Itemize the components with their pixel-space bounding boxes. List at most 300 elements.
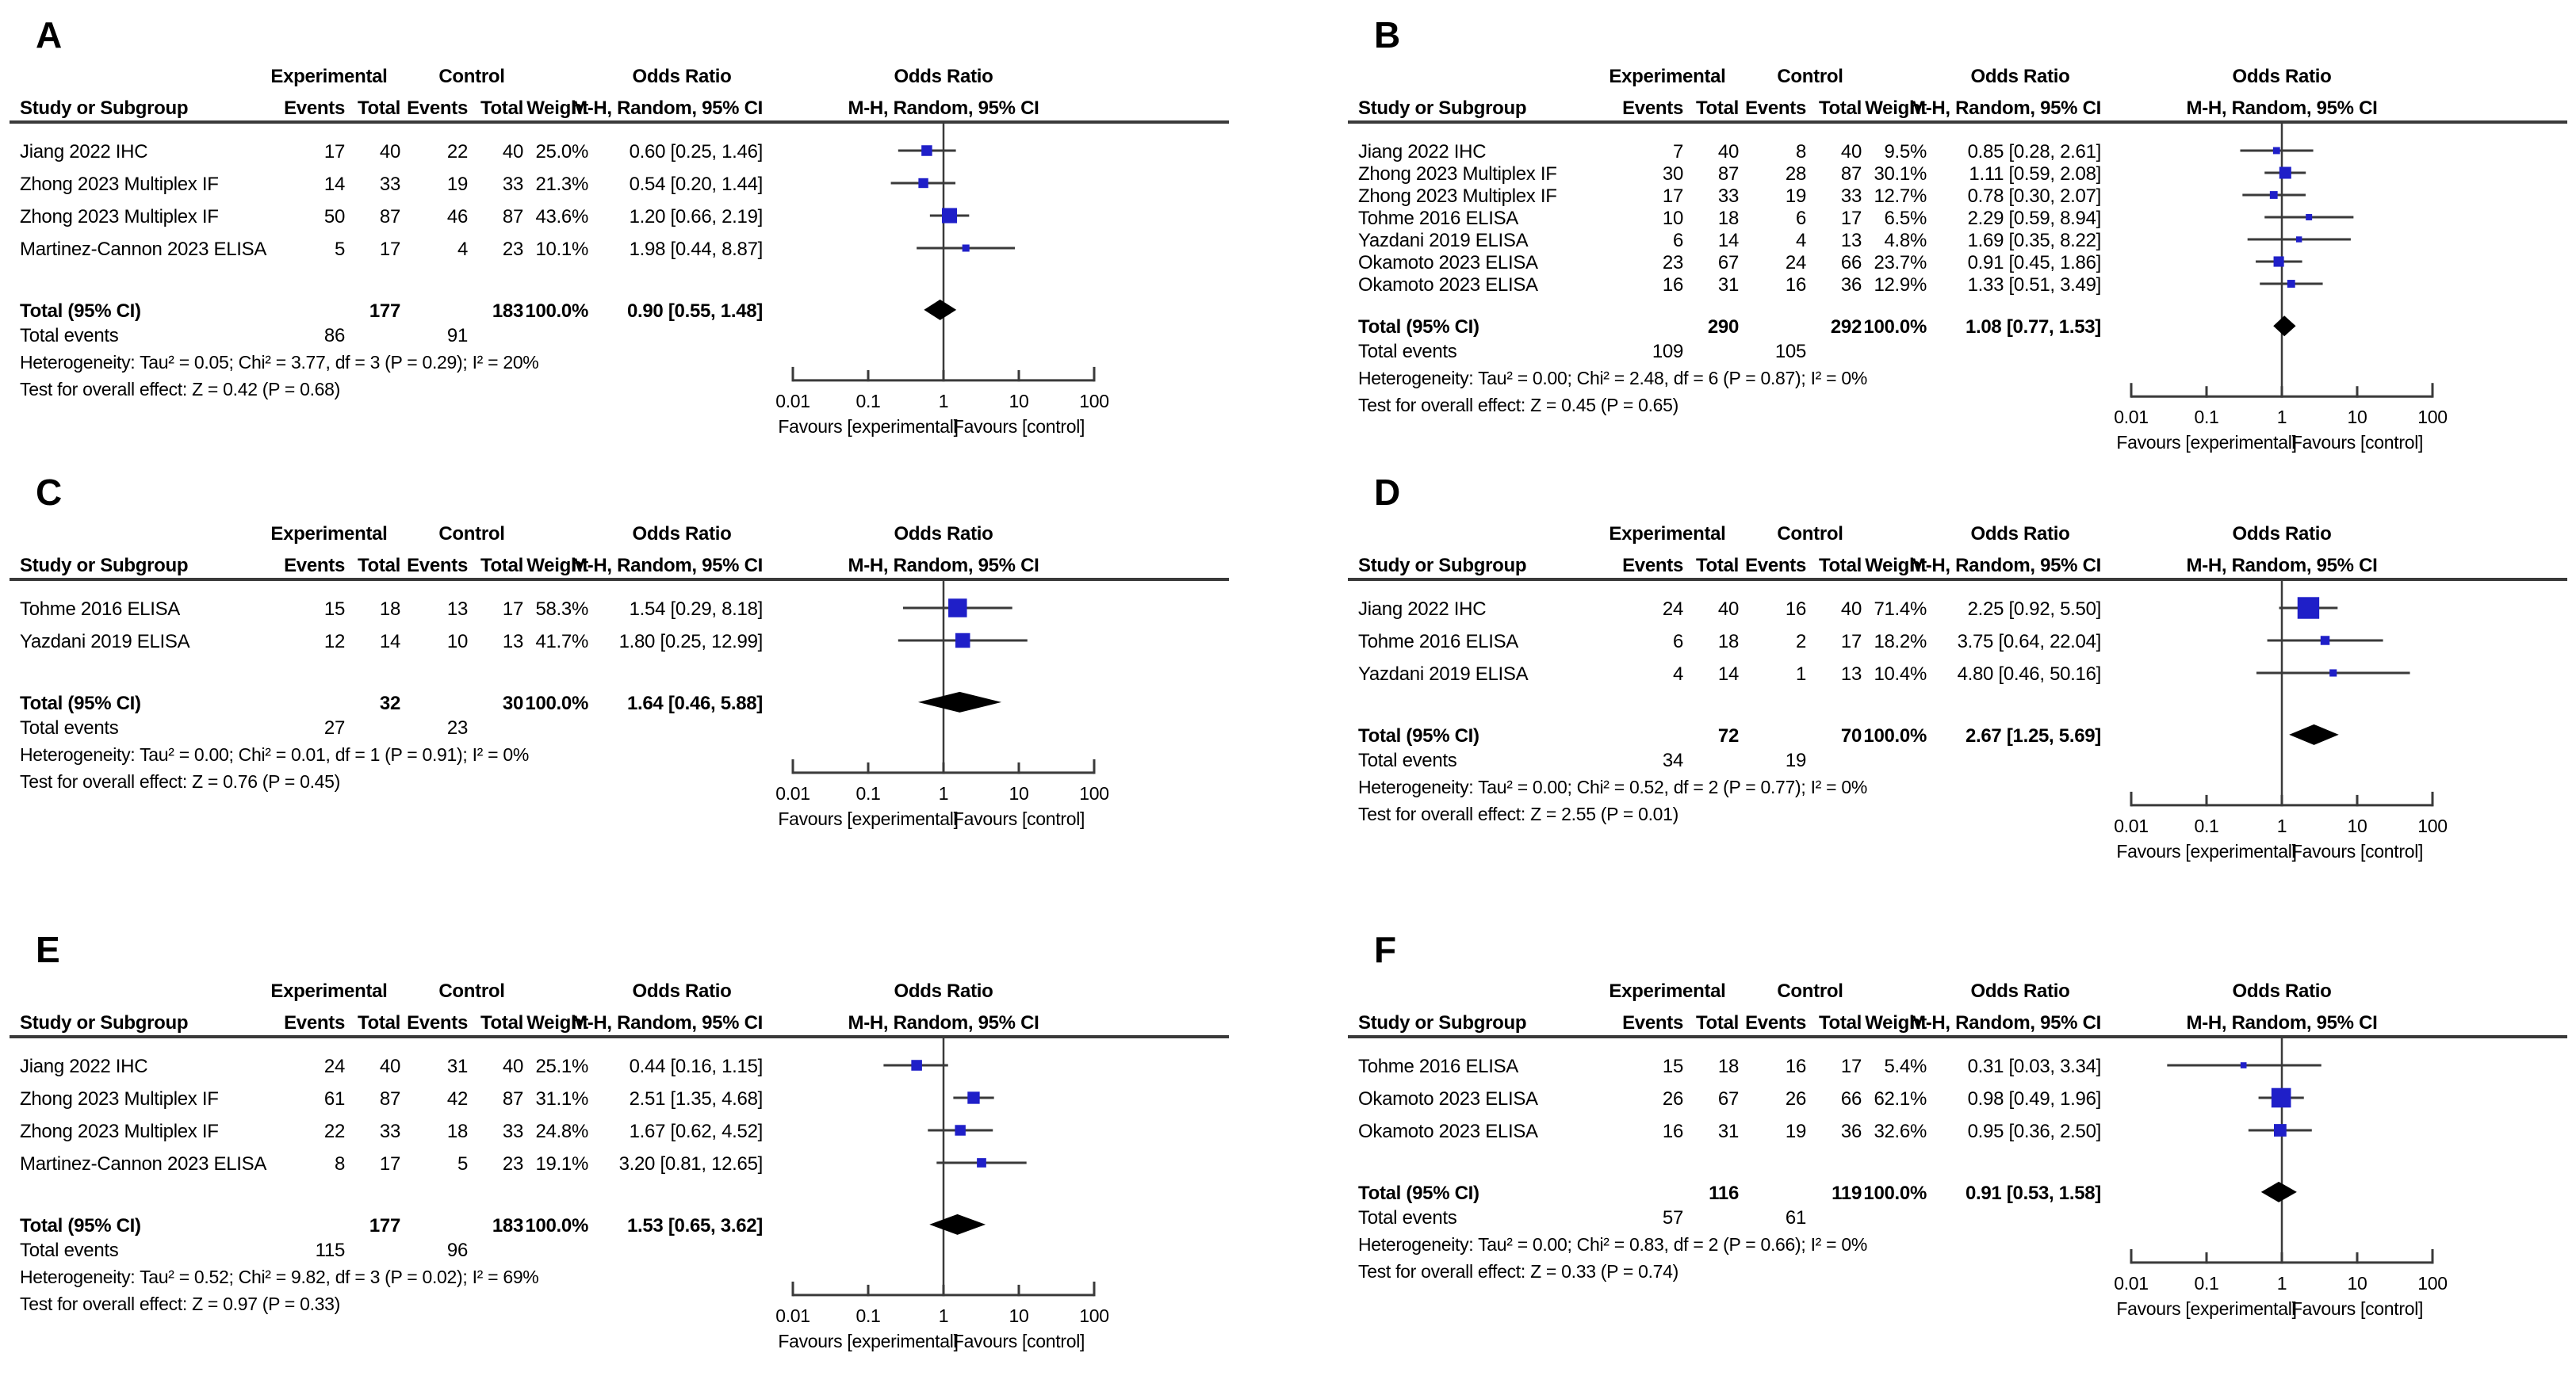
ctrl-total: 23 (502, 239, 523, 260)
ctrl-total: 36 (1840, 1121, 1862, 1142)
ci-text: 0.54 [0.20, 1.44] (629, 174, 763, 195)
panel-d (1338, 457, 2575, 915)
panel-label: A (36, 14, 62, 55)
total-events-label: Total events (20, 1239, 119, 1261)
ctrl-total: 87 (1840, 163, 1862, 185)
total-label: Total (95% CI) (1358, 1182, 1479, 1204)
col-header-exp-events: Events (1622, 555, 1683, 576)
col-header-ci: M-H, Random, 95% CI (572, 555, 763, 576)
weight: 25.0% (535, 141, 588, 162)
weight: 18.2% (1874, 631, 1927, 652)
ctrl-events: 5 (457, 1153, 468, 1175)
study-row (1358, 252, 2302, 273)
col-header-ci: M-H, Random, 95% CI (1910, 97, 2101, 119)
axis-tick-label: 1 (938, 782, 949, 804)
effect-square (2296, 236, 2302, 242)
total-ctrl-total: 30 (502, 692, 523, 714)
axis-tick-label: 0.01 (2114, 407, 2149, 428)
total-weight: 100.0% (1863, 724, 1927, 747)
favours-right-label: Favours [control] (952, 1330, 1085, 1351)
study-label: Yazdani 2019 ELISA (20, 631, 190, 652)
exp-total: 87 (1717, 163, 1739, 185)
col-header-weight: Weight (526, 97, 588, 119)
study-row (1358, 208, 2353, 229)
col-header-weight: Weight (1865, 1012, 1927, 1034)
total-ctrl-total: 292 (1830, 316, 1862, 338)
group-header-experimental: Experimental (270, 980, 388, 1002)
col-header-weight: Weight (526, 1012, 588, 1034)
col-header-ci: M-H, Random, 95% CI (572, 97, 763, 119)
col-header-ctrl-events: Events (1745, 1012, 1806, 1034)
group-header-control: Control (438, 523, 505, 545)
heterogeneity-text: Heterogeneity: Tau² = 0.00; Chi² = 0.83, df = 2 (P = 0.66); I² = 0% (1358, 1233, 1867, 1255)
study-row (1358, 185, 2306, 207)
exp-total: 18 (379, 598, 400, 620)
total-events-exp: 27 (323, 717, 345, 739)
col-header-ctrl-total: Total (1818, 555, 1862, 576)
panel-b (1338, 0, 2575, 457)
overall-effect-text: Test for overall effect: Z = 2.55 (P = 0.01) (1358, 803, 1679, 824)
ctrl-total: 36 (1840, 274, 1862, 296)
ci-text: 0.31 [0.03, 3.34] (1967, 1056, 2101, 1077)
panel-f (1338, 915, 2575, 1372)
study-row (1358, 631, 2383, 652)
axis-tick-label: 10 (1009, 1305, 1029, 1326)
study-row (20, 598, 1012, 620)
exp-events: 15 (323, 598, 345, 620)
axis-tick-label: 1 (938, 390, 949, 411)
exp-events: 6 (1672, 230, 1683, 251)
total-diamond (2289, 724, 2339, 745)
study-label: Okamoto 2023 ELISA (1358, 274, 1538, 296)
total-events-label: Total events (1358, 1206, 1457, 1229)
ctrl-events: 4 (457, 239, 468, 260)
study-label: Zhong 2023 Multiplex IF (1358, 185, 1557, 207)
favours-left-label: Favours [experimental] (2116, 432, 2297, 453)
ctrl-total: 13 (502, 631, 523, 652)
ci-text: 1.80 [0.25, 12.99] (618, 631, 763, 652)
group-header-odds-ratio: Odds Ratio (632, 523, 732, 545)
ctrl-total: 66 (1840, 252, 1862, 273)
col-header-exp-total: Total (1695, 1012, 1739, 1034)
col-header-weight: Weight (1865, 97, 1927, 119)
axis-tick-label: 1 (2276, 815, 2287, 836)
group-header-odds-ratio: Odds Ratio (1970, 66, 2070, 87)
plot-header-method: M-H, Random, 95% CI (2186, 97, 2378, 119)
col-header-exp-events: Events (1622, 1012, 1683, 1034)
ctrl-events: 46 (446, 206, 468, 227)
study-label: Tohme 2016 ELISA (1358, 631, 1519, 652)
ctrl-events: 22 (446, 141, 468, 162)
ctrl-events: 8 (1795, 141, 1806, 162)
total-label: Total (95% CI) (1358, 724, 1479, 747)
total-ci-text: 2.67 [1.25, 5.69] (1965, 724, 2101, 747)
effect-square (955, 1125, 965, 1135)
effect-square (2274, 1124, 2287, 1137)
axis-tick-label: 0.1 (2194, 1272, 2219, 1294)
col-header-study: Study or Subgroup (1358, 555, 1527, 576)
total-events-exp: 57 (1662, 1206, 1683, 1229)
total-ctrl-total: 183 (492, 300, 523, 322)
total-exp-total: 116 (1709, 1182, 1739, 1204)
ci-text: 4.80 [0.46, 50.16] (1957, 663, 2101, 685)
total-weight: 100.0% (1863, 1182, 1927, 1204)
ctrl-events: 16 (1785, 598, 1806, 620)
plot-header-method: M-H, Random, 95% CI (848, 555, 1039, 576)
col-header-weight: Weight (526, 555, 588, 576)
col-header-exp-events: Events (284, 1012, 345, 1034)
exp-events: 5 (334, 239, 345, 260)
weight: 41.7% (535, 631, 588, 652)
ctrl-events: 19 (446, 174, 468, 195)
ctrl-events: 2 (1795, 631, 1806, 652)
total-label: Total (95% CI) (20, 300, 141, 322)
study-row (1358, 1088, 2304, 1110)
effect-square (2270, 191, 2278, 199)
total-diamond (929, 1214, 986, 1235)
study-row (20, 141, 956, 162)
study-label: Jiang 2022 IHC (1358, 598, 1487, 620)
effect-square (967, 1091, 979, 1103)
total-ci-text: 1.08 [0.77, 1.53] (1965, 316, 2101, 338)
exp-total: 31 (1717, 1121, 1739, 1142)
exp-total: 31 (1717, 274, 1739, 296)
overall-effect-text: Test for overall effect: Z = 0.45 (P = 0.65) (1358, 395, 1679, 416)
exp-total: 14 (1717, 663, 1739, 685)
ctrl-total: 33 (1840, 185, 1862, 207)
exp-events: 24 (1662, 598, 1683, 620)
ci-text: 1.67 [0.62, 4.52] (629, 1121, 763, 1142)
effect-square (2306, 214, 2312, 220)
ctrl-events: 6 (1795, 208, 1806, 229)
plot-header-odds-ratio: Odds Ratio (894, 523, 993, 545)
ctrl-events: 18 (446, 1121, 468, 1142)
study-label: Okamoto 2023 ELISA (1358, 252, 1538, 273)
study-row (20, 1088, 994, 1110)
ctrl-events: 28 (1785, 163, 1806, 185)
overall-effect-text: Test for overall effect: Z = 0.76 (P = 0.45) (20, 770, 341, 792)
total-diamond (2273, 315, 2295, 336)
group-header-control: Control (1777, 523, 1843, 545)
ctrl-total: 40 (502, 141, 523, 162)
total-label: Total (95% CI) (20, 692, 141, 714)
weight: 9.5% (1884, 141, 1927, 162)
exp-total: 87 (379, 206, 400, 227)
axis-tick-label: 10 (2347, 815, 2367, 836)
axis-tick-label: 100 (1079, 1305, 1109, 1326)
col-header-ctrl-events: Events (1745, 97, 1806, 119)
weight: 12.7% (1874, 185, 1927, 207)
total-weight: 100.0% (525, 692, 588, 714)
total-row (20, 300, 956, 322)
ci-text: 1.20 [0.66, 2.19] (629, 206, 763, 227)
total-events-ctrl: 96 (446, 1239, 468, 1261)
ctrl-events: 4 (1795, 230, 1806, 251)
ctrl-total: 87 (502, 1088, 523, 1110)
axis-tick-label: 100 (1079, 390, 1109, 411)
ctrl-total: 66 (1840, 1088, 1862, 1110)
effect-square (2273, 147, 2280, 155)
plot-header-odds-ratio: Odds Ratio (894, 66, 993, 87)
total-diamond (2261, 1182, 2297, 1202)
exp-total: 17 (379, 239, 400, 260)
total-events-exp: 86 (323, 324, 345, 346)
study-row (1358, 663, 2410, 685)
col-header-exp-total: Total (357, 555, 400, 576)
exp-events: 7 (1672, 141, 1683, 162)
exp-events: 24 (323, 1056, 345, 1077)
col-header-ci: M-H, Random, 95% CI (1910, 555, 2101, 576)
effect-square (2272, 1088, 2291, 1108)
exp-total: 40 (379, 141, 400, 162)
weight: 12.9% (1874, 274, 1927, 296)
col-header-ctrl-events: Events (407, 555, 468, 576)
ctrl-total: 17 (1840, 631, 1862, 652)
total-row (1358, 1182, 2297, 1204)
ctrl-total: 17 (502, 598, 523, 620)
total-events-ctrl: 105 (1774, 341, 1806, 363)
overall-effect-text: Test for overall effect: Z = 0.97 (P = 0.33) (20, 1293, 341, 1314)
axis-tick-label: 10 (2347, 407, 2367, 428)
ci-text: 2.25 [0.92, 5.50] (1967, 598, 2101, 620)
study-label: Okamoto 2023 ELISA (1358, 1088, 1538, 1110)
plot-header-method: M-H, Random, 95% CI (848, 1012, 1039, 1034)
exp-events: 61 (323, 1088, 345, 1110)
exp-total: 40 (379, 1056, 400, 1077)
ci-text: 1.69 [0.35, 8.22] (1967, 230, 2101, 251)
exp-events: 17 (323, 141, 345, 162)
exp-events: 16 (1662, 274, 1683, 296)
exp-total: 14 (379, 631, 400, 652)
ctrl-events: 24 (1785, 252, 1806, 273)
axis-tick-label: 100 (2417, 815, 2448, 836)
heterogeneity-text: Heterogeneity: Tau² = 0.00; Chi² = 0.01, df = 1 (P = 0.91); I² = 0% (20, 743, 529, 765)
exp-total: 33 (1717, 185, 1739, 207)
ci-text: 0.85 [0.28, 2.61] (1967, 141, 2101, 162)
effect-square (942, 208, 957, 223)
total-diamond (918, 692, 1001, 713)
study-label: Zhong 2023 Multiplex IF (20, 1121, 219, 1142)
weight: 6.5% (1884, 208, 1927, 229)
group-header-odds-ratio: Odds Ratio (632, 66, 732, 87)
total-events-label: Total events (20, 717, 119, 739)
weight: 10.1% (535, 239, 588, 260)
study-label: Yazdani 2019 ELISA (1358, 663, 1529, 685)
weight: 21.3% (535, 174, 588, 195)
weight: 23.7% (1874, 252, 1927, 273)
ctrl-events: 16 (1785, 274, 1806, 296)
total-ci-text: 0.90 [0.55, 1.48] (626, 300, 763, 322)
total-events-ctrl: 23 (446, 717, 468, 739)
group-header-experimental: Experimental (1609, 980, 1726, 1002)
col-header-exp-total: Total (1695, 97, 1739, 119)
group-header-control: Control (438, 980, 505, 1002)
study-row (20, 1121, 993, 1142)
ci-text: 2.29 [0.59, 8.94] (1967, 208, 2101, 229)
forest-plot-E (0, 915, 1237, 1372)
effect-square (911, 1060, 922, 1071)
study-row (1358, 1056, 2321, 1077)
study-row (1358, 163, 2306, 185)
col-header-ctrl-total: Total (480, 97, 523, 119)
exp-events: 26 (1662, 1088, 1683, 1110)
col-header-ci: M-H, Random, 95% CI (1910, 1012, 2101, 1034)
ci-text: 1.98 [0.44, 8.87] (629, 239, 763, 260)
panel-label: C (36, 472, 62, 513)
col-header-exp-events: Events (284, 555, 345, 576)
study-label: Zhong 2023 Multiplex IF (1358, 163, 1557, 185)
plot-header-odds-ratio: Odds Ratio (2232, 523, 2332, 545)
panel-label: F (1374, 929, 1396, 970)
total-exp-total: 32 (379, 692, 400, 714)
ci-text: 0.91 [0.45, 1.86] (1967, 252, 2101, 273)
exp-events: 16 (1662, 1121, 1683, 1142)
ctrl-events: 10 (446, 631, 468, 652)
ctrl-total: 40 (1840, 141, 1862, 162)
panel-e (0, 915, 1237, 1372)
axis-tick-label: 0.01 (2114, 815, 2149, 836)
col-header-study: Study or Subgroup (20, 555, 189, 576)
exp-total: 14 (1717, 230, 1739, 251)
favours-left-label: Favours [experimental] (778, 415, 959, 437)
axis-tick-label: 0.1 (855, 782, 881, 804)
total-exp-total: 290 (1707, 316, 1739, 338)
favours-left-label: Favours [experimental] (2116, 840, 2297, 862)
weight: 62.1% (1874, 1088, 1927, 1110)
weight: 58.3% (535, 598, 588, 620)
ctrl-total: 40 (1840, 598, 1862, 620)
total-events-ctrl: 19 (1785, 749, 1806, 771)
group-header-experimental: Experimental (270, 66, 388, 87)
forest-plot-B (1338, 0, 2575, 457)
col-header-ctrl-total: Total (480, 1012, 523, 1034)
weight: 30.1% (1874, 163, 1927, 185)
study-label: Okamoto 2023 ELISA (1358, 1121, 1538, 1142)
col-header-study: Study or Subgroup (20, 97, 189, 119)
weight: 32.6% (1874, 1121, 1927, 1142)
plot-header-method: M-H, Random, 95% CI (2186, 1012, 2378, 1034)
exp-total: 18 (1717, 1056, 1739, 1077)
total-weight: 100.0% (525, 300, 588, 322)
study-label: Tohme 2016 ELISA (20, 598, 181, 620)
panel-c (0, 457, 1237, 915)
study-label: Tohme 2016 ELISA (1358, 1056, 1519, 1077)
exp-total: 18 (1717, 208, 1739, 229)
axis-tick-label: 100 (2417, 407, 2448, 428)
weight: 10.4% (1874, 663, 1927, 685)
study-row (1358, 274, 2323, 296)
effect-square (918, 178, 928, 188)
weight: 71.4% (1874, 598, 1927, 620)
overall-effect-text: Test for overall effect: Z = 0.33 (P = 0.74) (1358, 1260, 1679, 1282)
exp-total: 33 (379, 174, 400, 195)
total-ci-text: 0.91 [0.53, 1.58] (1965, 1182, 2101, 1204)
heterogeneity-text: Heterogeneity: Tau² = 0.05; Chi² = 3.77, df = 3 (P = 0.29); I² = 20% (20, 351, 539, 373)
favours-left-label: Favours [experimental] (778, 808, 959, 829)
ci-text: 0.60 [0.25, 1.46] (629, 141, 763, 162)
total-events-ctrl: 91 (446, 324, 468, 346)
group-header-control: Control (1777, 66, 1843, 87)
study-row (20, 1153, 1027, 1175)
overall-effect-text: Test for overall effect: Z = 0.42 (P = 0.68) (20, 378, 341, 399)
exp-events: 12 (323, 631, 345, 652)
study-label: Martinez-Cannon 2023 ELISA (20, 1153, 267, 1175)
col-header-exp-total: Total (357, 1012, 400, 1034)
col-header-exp-total: Total (357, 97, 400, 119)
heterogeneity-text: Heterogeneity: Tau² = 0.00; Chi² = 2.48, df = 6 (P = 0.87); I² = 0% (1358, 368, 1867, 389)
group-header-experimental: Experimental (270, 523, 388, 545)
weight: 31.1% (535, 1088, 588, 1110)
axis-tick-label: 10 (2347, 1272, 2367, 1294)
ci-text: 1.33 [0.51, 3.49] (1967, 274, 2101, 296)
group-header-odds-ratio: Odds Ratio (632, 980, 732, 1002)
axis-tick-label: 0.01 (2114, 1272, 2149, 1294)
exp-total: 40 (1717, 598, 1739, 620)
col-header-ctrl-total: Total (480, 555, 523, 576)
col-header-study: Study or Subgroup (1358, 97, 1527, 119)
ctrl-events: 13 (446, 598, 468, 620)
ctrl-total: 40 (502, 1056, 523, 1077)
axis-tick-label: 0.1 (2194, 407, 2219, 428)
study-row (20, 174, 955, 195)
exp-events: 14 (323, 174, 345, 195)
axis-tick-label: 1 (2276, 1272, 2287, 1294)
total-ci-text: 1.53 [0.65, 3.62] (626, 1214, 763, 1236)
total-row (1358, 724, 2339, 747)
study-label: Zhong 2023 Multiplex IF (20, 174, 219, 195)
ctrl-events: 19 (1785, 185, 1806, 207)
weight: 25.1% (535, 1056, 588, 1077)
weight: 5.4% (1884, 1056, 1927, 1077)
axis-tick-label: 1 (938, 1305, 949, 1326)
group-header-odds-ratio: Odds Ratio (1970, 980, 2070, 1002)
study-label: Jiang 2022 IHC (20, 1056, 148, 1077)
ci-text: 0.78 [0.30, 2.07] (1967, 185, 2101, 207)
exp-events: 4 (1672, 663, 1683, 685)
col-header-ctrl-events: Events (1745, 555, 1806, 576)
total-ci-text: 1.64 [0.46, 5.88] (626, 692, 763, 714)
forest-plot-D (1338, 457, 2575, 915)
total-events-ctrl: 61 (1785, 1206, 1806, 1229)
favours-right-label: Favours [control] (2291, 432, 2424, 453)
axis-tick-label: 0.1 (855, 1305, 881, 1326)
total-weight: 100.0% (525, 1214, 588, 1236)
plot-header-odds-ratio: Odds Ratio (894, 980, 993, 1002)
study-label: Jiang 2022 IHC (1358, 141, 1487, 162)
exp-events: 17 (1662, 185, 1683, 207)
panel-label: E (36, 929, 60, 970)
total-ctrl-total: 70 (1840, 724, 1862, 747)
ci-text: 1.54 [0.29, 8.18] (629, 598, 763, 620)
ctrl-events: 42 (446, 1088, 468, 1110)
ctrl-events: 26 (1785, 1088, 1806, 1110)
total-label: Total (95% CI) (20, 1214, 141, 1236)
study-label: Tohme 2016 ELISA (1358, 208, 1519, 229)
effect-square (2321, 636, 2329, 644)
plot-header-method: M-H, Random, 95% CI (2186, 555, 2378, 576)
exp-events: 8 (334, 1153, 345, 1175)
axis-tick-label: 0.1 (855, 390, 881, 411)
axis-tick-label: 10 (1009, 390, 1029, 411)
heterogeneity-text: Heterogeneity: Tau² = 0.00; Chi² = 0.52, df = 2 (P = 0.77); I² = 0% (1358, 776, 1867, 797)
total-diamond (924, 300, 956, 320)
exp-events: 15 (1662, 1056, 1683, 1077)
exp-total: 67 (1717, 1088, 1739, 1110)
study-row (20, 631, 1028, 652)
total-ctrl-total: 183 (492, 1214, 523, 1236)
effect-square (2279, 166, 2291, 178)
weight: 19.1% (535, 1153, 588, 1175)
